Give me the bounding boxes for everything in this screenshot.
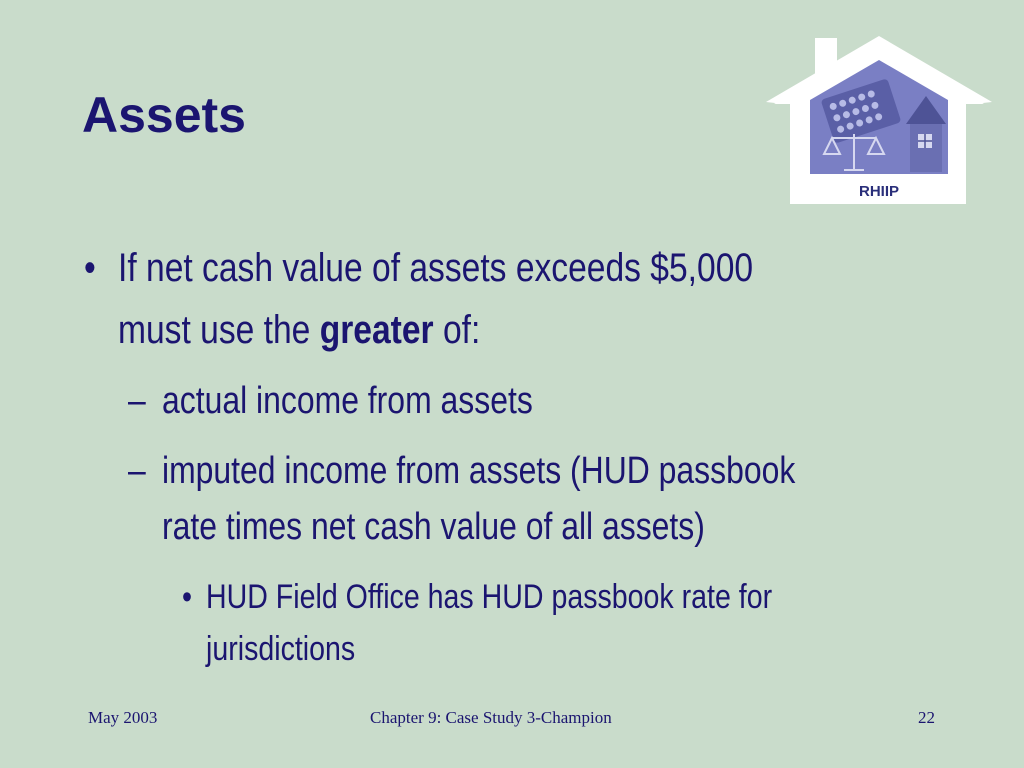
sub-bullet-text-line: rate times net cash value of all assets) [162,506,705,548]
logo-text: RHIIP [858,183,900,200]
sub-sub-bullet-text-line: HUD Field Office has HUD passbook rate for [206,578,773,616]
bullet-marker: • [84,246,96,290]
sub-sub-bullet-text-line: jurisdictions [206,630,356,668]
footer-page-number: 22 [918,708,935,727]
footer-chapter: Chapter 9: Case Study 3-Champion [370,708,612,727]
emphasis-greater: greater [319,308,434,352]
footer-date: May 2003 [88,708,158,727]
sub-bullet-text-line: imputed income from assets (HUD passbook [162,450,796,492]
sub-bullet-marker: – [128,380,146,422]
sub-bullet-text-line: actual income from assets [162,380,533,422]
sub-bullet-marker: – [128,450,146,492]
sub-sub-bullet-marker: • [182,578,193,616]
bullet-text-line: If net cash value of assets exceeds $5,000 [118,246,754,290]
bullet-text-line: must use the greater of: [118,308,481,352]
slide-title: Assets [82,87,246,143]
